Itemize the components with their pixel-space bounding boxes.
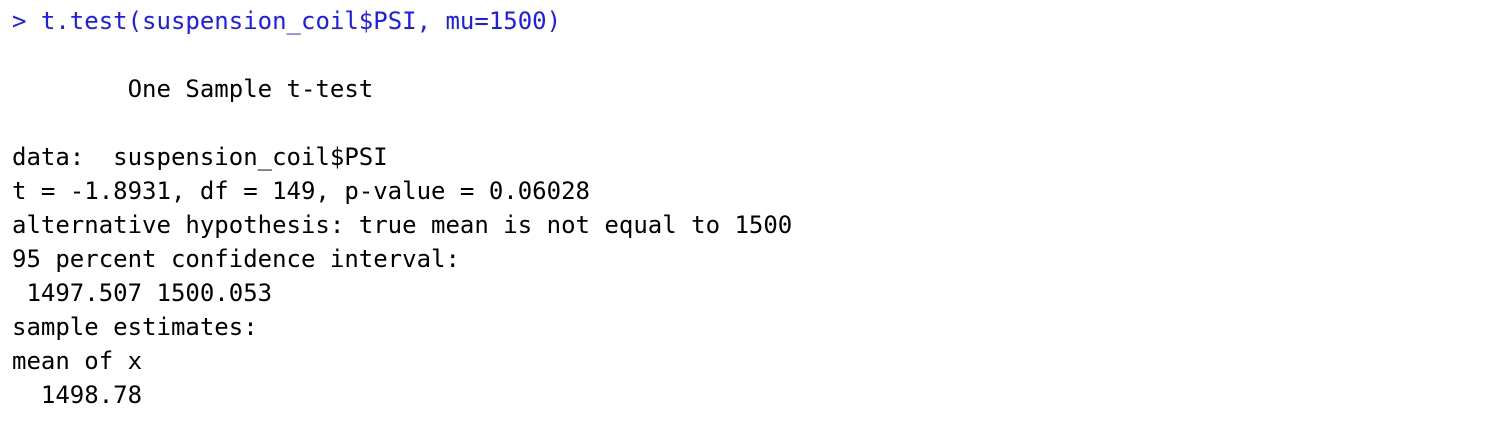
sample-estimates-label: sample estimates:: [12, 313, 258, 341]
data-line: data: suspension_coil$PSI: [12, 143, 388, 171]
estimate-name: mean of x: [12, 347, 143, 375]
confidence-interval-values: 1497.507 1500.053: [12, 279, 273, 307]
alternative-hypothesis-line: alternative hypothesis: true mean is not equal to 1500: [12, 211, 793, 239]
test-title: One Sample t-test: [12, 75, 374, 103]
blank-line: [12, 106, 1492, 140]
command-line: [12, 4, 1492, 38]
command-text: t.test(suspension_coil$PSI, mu=1500): [40, 7, 562, 35]
estimate-value: 1498.78: [12, 381, 143, 409]
prompt-symbol: >: [12, 7, 41, 35]
confidence-interval-label: 95 percent confidence interval:: [12, 245, 460, 273]
r-console[interactable]: [12, 4, 1492, 420]
statistic-line: t = -1.8931, df = 149, p-value = 0.06028: [12, 177, 590, 205]
blank-line: [12, 38, 1492, 72]
